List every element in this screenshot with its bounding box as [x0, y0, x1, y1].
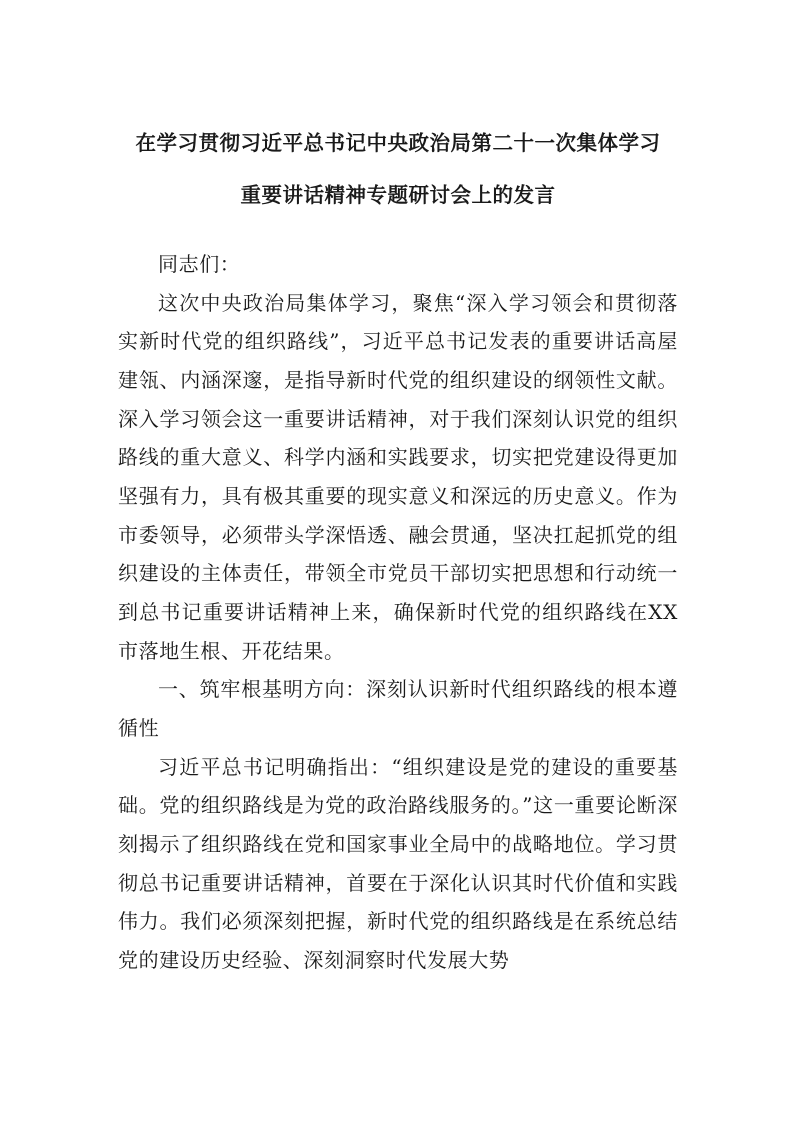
body-paragraph: 习近平总书记明确指出：“组织建设是党的建设的重要基础。党的组织路线是为党的政治路线服务的。”这一重要论断深刻揭示了组织路线在党和国家事业全局中的战略地位。学习贯彻总书记重要讲话精神，首要在于深化认识其时代价值和实践伟力。我们必须深刻把握，新时代党的组织路线是在系统总结党的建设历史经验、深刻洞察时代发展大势: [118, 754, 678, 972]
document-title-line-1: 在学习贯彻习近平总书记中央政治局第二十一次集体学习: [135, 131, 661, 155]
salutation: 同志们：: [158, 252, 241, 276]
body-paragraph: 这次中央政治局集体学习，聚焦“深入学习领会和贯彻落实新时代党的组织路线”，习近平总书记发表的重要讲话高屋建瓴、内涵深邃，是指导新时代党的组织建设的纲领性文献。深入学习领会这一重要讲话精神，对于我们深刻认识党的组织路线的重大意义、科学内涵和实践要求，切实把党建设得更加坚强有力，具有极其重要的现实意义和深远的历史意义。作为市委领导，必须带头学深悟透、融会贯通，坚决扛起抓党的组织建设的主体责任，带领全市党员干部切实把思想和行动统一到总书记重要讲话精神上来，确保新时代党的组织路线在XX市落地生根、开花结果。: [118, 290, 678, 663]
section-heading: 一、筑牢根基明方向：深刻认识新时代组织路线的根本遵循性: [118, 677, 678, 740]
document-body: [118, 245, 678, 979]
document-title-line-2: 重要讲话精神专题研讨会上的发言: [240, 183, 556, 207]
